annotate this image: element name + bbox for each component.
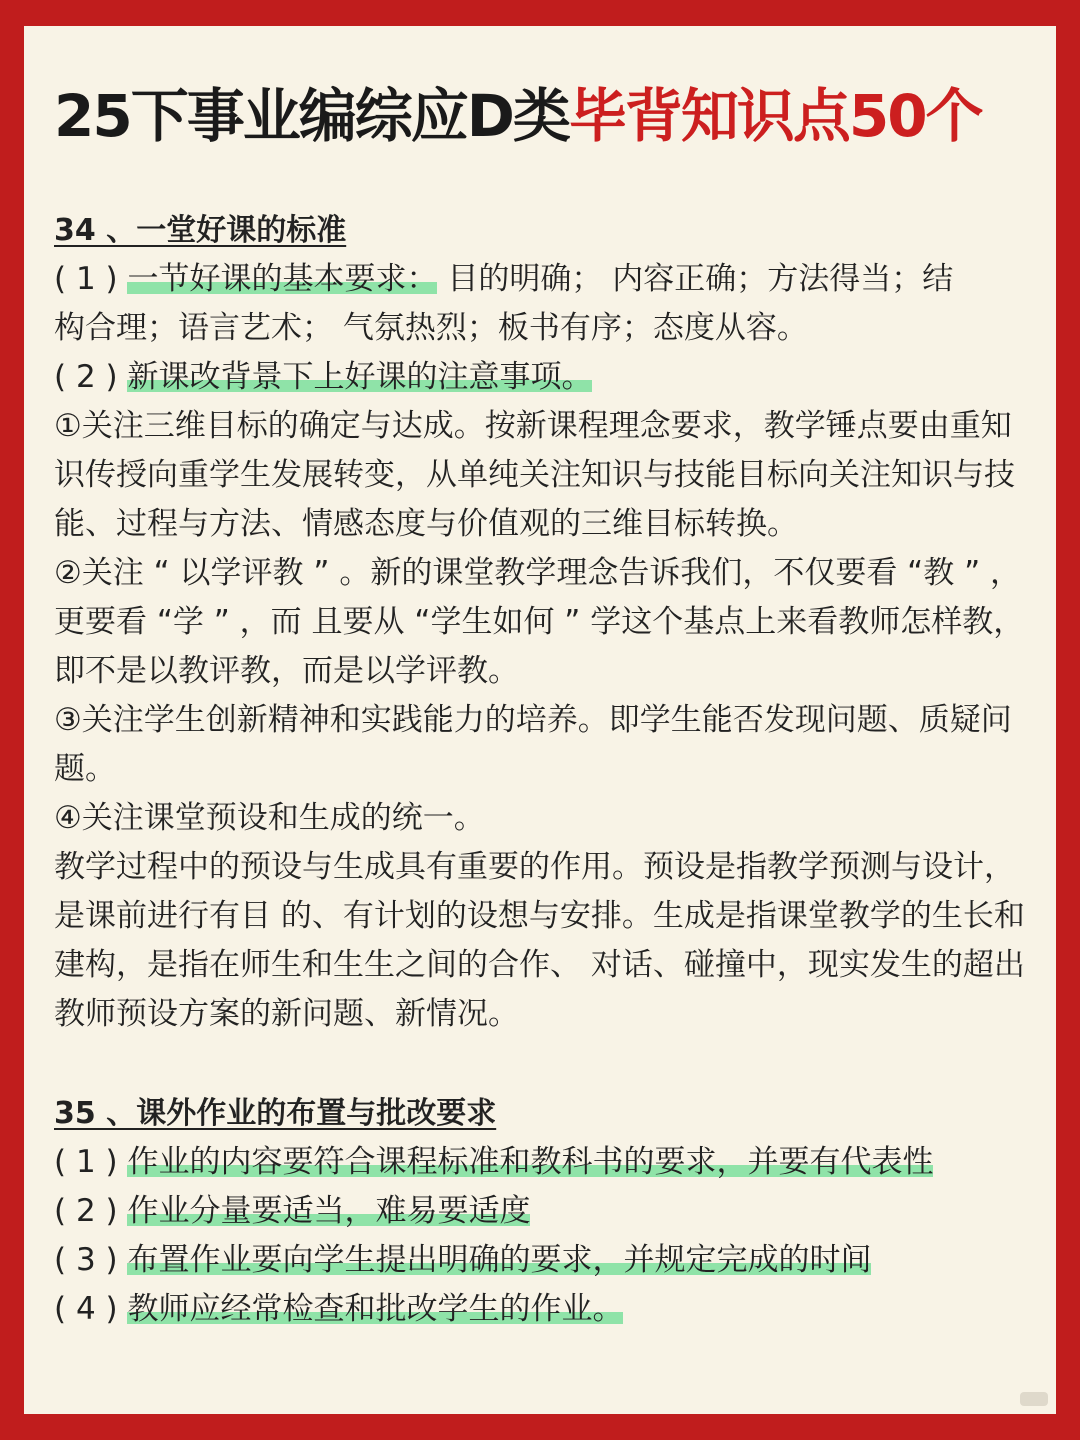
page-title (54, 76, 1044, 156)
point-1-rest: 目的明确； 内容正确；方法得当；结 (437, 261, 954, 297)
section-spacer (54, 1039, 1029, 1089)
point-2-highlight: 新课改背景下上好课的注意事项。 (127, 359, 593, 395)
article-body (54, 206, 1029, 1334)
section-34-point-1 (54, 255, 1029, 304)
section-34-heading: 34 、一堂好课的标准 (54, 213, 347, 248)
section-34-item-4-body: 教学过程中的预设与生成具有重要的作用。预设是指教学预测与设计，是课前进行有目 的、有计划的设想与安排。生成是指课堂教学的生长和建构，是指在师生和生生之间的合作、 对话、碰撞中，现实发生的超出教师预设方案的新问题、新情况。 (54, 849, 1025, 1032)
section-35-item (54, 1236, 1029, 1285)
section-35-item (54, 1285, 1029, 1334)
section-35-heading: 35 、课外作业的布置与批改要求 (54, 1096, 497, 1131)
item-prefix: ( 4 ) (54, 1291, 128, 1327)
section-34-point-2 (54, 353, 1029, 402)
content-card (24, 26, 1056, 1414)
item-prefix: ( 2 ) (54, 1193, 128, 1229)
title-accent: 毕背知识点50个 (568, 82, 982, 150)
section-34-item-3: ③关注学生创新精神和实践能力的培养。即学生能否发现问题、质疑问题。 (54, 702, 1012, 787)
section-35-item (54, 1138, 1029, 1187)
item-prefix: ( 3 ) (54, 1242, 128, 1278)
point-2-prefix: ( 2 ) (54, 359, 128, 395)
section-34-item-4: ④关注课堂预设和生成的统一。 (54, 800, 485, 836)
item-highlight: 教师应经常检查和批改学生的作业。 (127, 1291, 624, 1327)
item-highlight: 布置作业要向学生提出明确的要求，并规定完成的时间 (127, 1242, 872, 1278)
item-highlight: 作业分量要适当，难易要适度 (127, 1193, 531, 1229)
point-1-highlight: 一节好课的基本要求： (127, 261, 438, 297)
section-34-item-1: ①关注三维目标的确定与达成。按新课程理念要求，教学锤点要由重知识传授向重学生发展转变，从单纯关注知识与技能目标向关注知识与技能、过程与方法、情感态度与价值观的三维目标转换。 (54, 408, 1015, 542)
section-34-item-2: ②关注 “ 以学评教 ” 。新的课堂教学理念告诉我们，不仅要看 “教 ” ，更要看 “学 ” ，而 且要从 “学生如何 ” 学这个基点上来看教师怎样教，即不是以教评教，而是以学评教。 (54, 555, 1025, 689)
item-highlight: 作业的内容要符合课程标准和教科书的要求，并要有代表性 (127, 1144, 934, 1180)
section-34-point-1-cont: 构合理；语言艺术； 气氛热烈；板书有序；态度从容。 (54, 310, 808, 346)
item-prefix: ( 1 ) (54, 1144, 128, 1180)
watermark-logo (1020, 1392, 1048, 1406)
section-35-item (54, 1187, 1029, 1236)
title-main: 25下事业编综应D类 (54, 82, 569, 150)
point-1-prefix: ( 1 ) (54, 261, 128, 297)
